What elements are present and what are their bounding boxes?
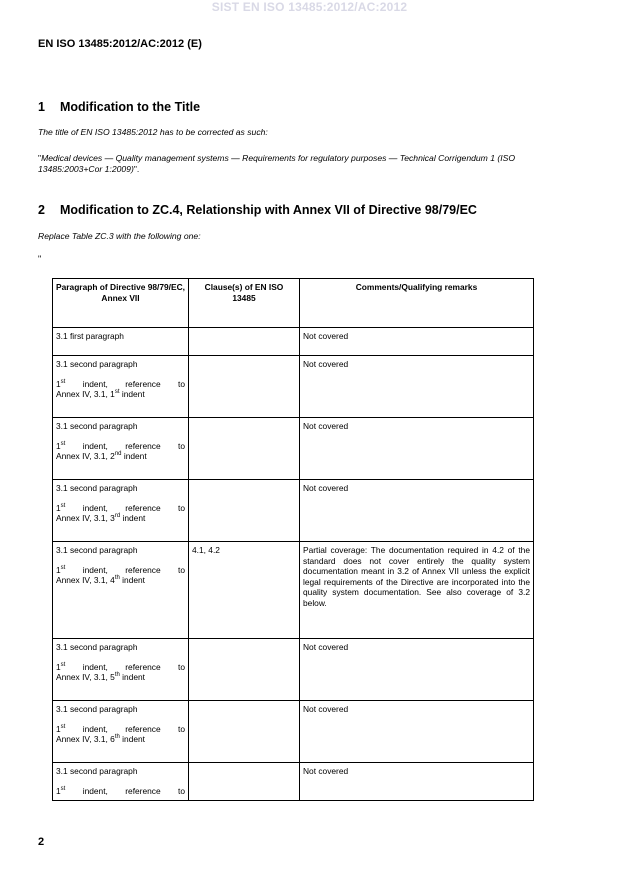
- row-comment: Partial coverage: The documentation required in 4.2 of the standard does not cover entirely the quality system documentation meant in 3.2 of Annex VII unless the explicit legal requirements of the Directive are incorporated into the quality system documentation. See also coverage of 3.2 below.: [300, 542, 534, 639]
- section-1-intro: The title of EN ISO 13485:2012 has to be corrected as such:: [38, 127, 268, 137]
- header-clauses: Clause(s) of EN ISO 13485: [189, 279, 300, 328]
- row-paragraph: 3.1 second paragraph 1st indent, reference to Annex IV, 3.1, 5th indent: [53, 639, 189, 701]
- row-comment: Not covered: [300, 763, 534, 801]
- corrected-title-text: Medical devices — Quality management systems — Requirements for regulatory purposes — Technical Corrigendum 1 (ISO 13485:2003+Cor 1:2009): [38, 153, 516, 174]
- row-paragraph: 3.1 first paragraph: [53, 328, 189, 356]
- row-paragraph: 3.1 second paragraph 1st indent, reference to: [53, 763, 189, 801]
- table-row: [53, 639, 534, 701]
- table-row: [53, 418, 534, 480]
- row-clause: [189, 356, 300, 418]
- row-clause: [189, 701, 300, 763]
- row-clause: [189, 480, 300, 542]
- section-2-title: Modification to ZC.4, Relationship with Annex VII of Directive 98/79/EC: [60, 203, 477, 217]
- section-1-number: 1: [38, 100, 45, 114]
- header-comments: Comments/Qualifying remarks: [300, 279, 534, 328]
- row-comment: Not covered: [300, 639, 534, 701]
- zc3-table: [52, 278, 534, 801]
- row-comment: Not covered: [300, 328, 534, 356]
- table-row: [53, 480, 534, 542]
- row-paragraph: 3.1 second paragraph 1st indent, reference to Annex IV, 3.1, 1st indent: [53, 356, 189, 418]
- row-paragraph: 3.1 second paragraph 1st indent, reference to Annex IV, 3.1, 2nd indent: [53, 418, 189, 480]
- section-1-title: Modification to the Title: [60, 100, 201, 114]
- section-2-intro: Replace Table ZC.3 with the following one:: [38, 231, 201, 241]
- table-open-quote: ": [38, 254, 42, 264]
- watermark: SIST EN ISO 13485:2012/AC:2012: [211, 0, 408, 14]
- row-clause: [189, 763, 300, 801]
- section-2-number: 2: [38, 203, 45, 217]
- row-paragraph: 3.1 second paragraph 1st indent, reference to Annex IV, 3.1, 3rd indent: [53, 480, 189, 542]
- row-clause: [189, 328, 300, 356]
- row-comment: Not covered: [300, 480, 534, 542]
- table-row: [53, 763, 534, 801]
- table-row: [53, 701, 534, 763]
- row-comment: Not covered: [300, 701, 534, 763]
- table-row: [53, 542, 534, 639]
- row-clause: 4.1, 4.2: [189, 542, 300, 639]
- table-row: [53, 328, 534, 356]
- row-comment: Not covered: [300, 418, 534, 480]
- row-paragraph: 3.1 second paragraph 1st indent, reference to Annex IV, 3.1, 4th indent: [53, 542, 189, 639]
- section-2-heading: [38, 203, 477, 217]
- header-paragraph: Paragraph of Directive 98/79/EC, Annex VII: [53, 279, 189, 328]
- table-row: [53, 356, 534, 418]
- row-clause: [189, 639, 300, 701]
- corrected-title-quote: "Medical devices — Quality management systems — Requirements for regulatory purposes — Technical Corrigendum 1 (ISO 13485:2003+Cor 1:2009)".: [38, 153, 516, 174]
- document-id: EN ISO 13485:2012/AC:2012 (E): [38, 38, 202, 50]
- page-number: 2: [38, 836, 45, 848]
- section-1-heading: [38, 100, 200, 114]
- row-clause: [189, 418, 300, 480]
- row-comment: Not covered: [300, 356, 534, 418]
- table-header-row: [53, 279, 534, 328]
- row-paragraph: 3.1 second paragraph 1st indent, reference to Annex IV, 3.1, 6th indent: [53, 701, 189, 763]
